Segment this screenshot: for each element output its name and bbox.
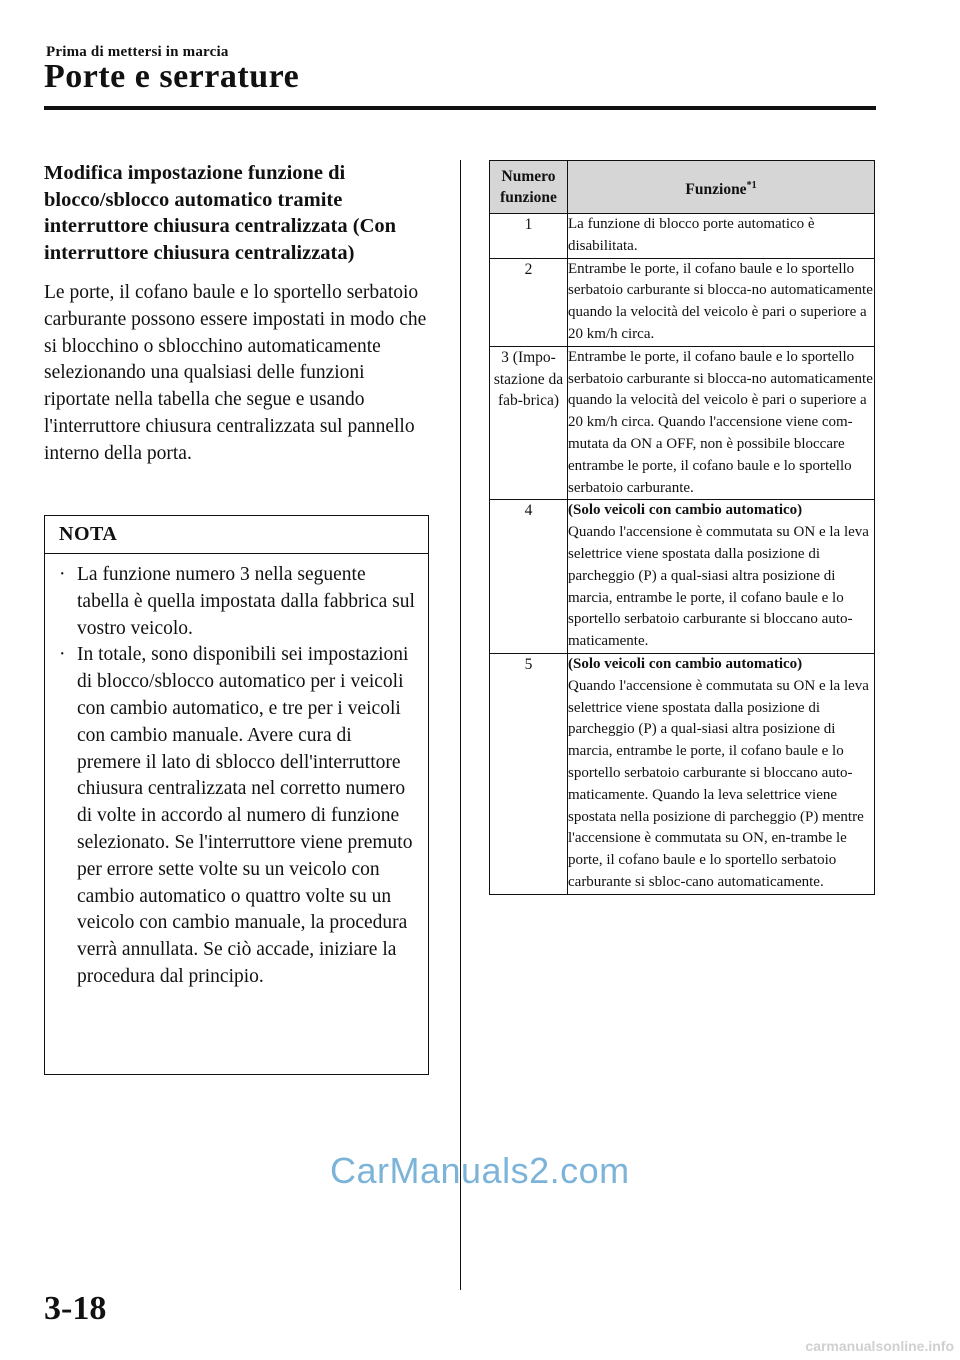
function-description bbox=[568, 258, 875, 346]
page-title: Porte e serrature bbox=[44, 58, 300, 95]
header-rule bbox=[44, 106, 876, 110]
table-row bbox=[490, 214, 875, 259]
function-text: Entrambe le porte, il cofano baule e lo sportello serbatoio carburante si blocca-no automaticamente quando la velocità del veicolo è pari o superiore a 20 km/h circa. Quando l'accensione viene com-mutata da ON a OFF, non è possibile bloccare entrambe le porte, il cofano baule e lo sportello serbatoio carburante. bbox=[568, 348, 873, 496]
function-description bbox=[568, 346, 875, 500]
note-item-text: La funzione numero 3 nella seguente tabella è quella impostata dalla fabbrica sul vostro veicolo. bbox=[77, 564, 415, 639]
function-number: 3 (Impo-stazione da fab-brica) bbox=[490, 346, 568, 500]
function-text: Entrambe le porte, il cofano baule e lo sportello serbatoio carburante si blocca-no automaticamente quando la velocità del veicolo è pari o superiore a 20 km/h circa. bbox=[568, 260, 873, 342]
function-number: 4 bbox=[490, 500, 568, 654]
table-row bbox=[490, 258, 875, 346]
note-box bbox=[44, 515, 429, 1075]
function-condition: (Solo veicoli con cambio automatico) bbox=[568, 502, 803, 519]
note-list bbox=[45, 554, 428, 991]
footnote-marker: *1 bbox=[746, 179, 757, 191]
section-heading: Modifica impostazione funzione di blocco/sblocco automatico tramite interruttore chiusura centralizzata (Con interruttore chiusura centralizzata) bbox=[44, 162, 397, 264]
watermark: CarManuals2.com bbox=[330, 1150, 630, 1191]
function-number: 2 bbox=[490, 258, 568, 346]
header-funzione bbox=[568, 161, 875, 214]
function-description bbox=[568, 214, 875, 259]
intro-paragraph: Le porte, il cofano baule e lo sportello serbatoio carburante possono essere impostati in modo che si blocchino o sblocchino automaticamente selezionando una qualsiasi delle funzioni riportate nella tabella che segue e usando l'interruttore chiusura centralizzata sul pannello interno della porta. bbox=[44, 282, 427, 464]
function-description bbox=[568, 500, 875, 654]
bullet-icon: · bbox=[59, 644, 66, 666]
function-text: Quando l'accensione è commutata su ON e la leva selettrice viene spostata dalla posizione di parcheggio (P) a qual-siasi altra posizione di marcia, entrambe le porte, il cofano baule e lo sportello serbatoio carburante si bloccano auto-maticamente. bbox=[568, 524, 869, 650]
note-title: NOTA bbox=[45, 516, 428, 554]
footer-site-watermark: carmanualsonline.info bbox=[805, 1338, 954, 1354]
header-numero-funzione: Numero funzione bbox=[490, 161, 568, 214]
function-text: La funzione di blocco porte automatico è disabilitata. bbox=[568, 216, 815, 254]
note-item-text: In totale, sono disponibili sei impostazioni di blocco/sblocco automatico per i veicoli con cambio automatico, e tre per i veicoli con cambio manuale. Avere cura di premere il lato di sblocco dell'interruttore chiusura centralizzata nel corretto numero di volte in accordo al numero di funzione selezionato. Se l'interruttore viene premuto per errore sette volte su un veicolo con cambio automatico o quattro volte su un veicolo con cambio manuale, la procedura verrà annullata. Se ciò accade, iniziare la procedura dal principio. bbox=[77, 644, 413, 987]
function-text: Quando l'accensione è commutata su ON e la leva selettrice viene spostata dalla posizione di parcheggio (P) a qual-siasi altra posizione di marcia, entrambe le porte, il cofano baule e lo sportello serbatoio carburante si bloccano auto-maticamente. Quando la leva selettrice viene spostata nella posizione di parcheggio (P) mentre l'accensione è commutata su ON, en-trambe le porte, il cofano baule e lo sportello serbatoio carburante si sbloc-cano automaticamente. bbox=[568, 677, 869, 890]
function-table bbox=[489, 160, 875, 895]
header-funzione-label: Funzione bbox=[685, 180, 747, 198]
column-divider bbox=[460, 160, 461, 1290]
function-number: 5 bbox=[490, 653, 568, 894]
page-number: 3-18 bbox=[44, 1290, 107, 1327]
note-item bbox=[45, 562, 418, 642]
function-description bbox=[568, 653, 875, 894]
bullet-icon: · bbox=[59, 564, 66, 585]
table-row bbox=[490, 500, 875, 654]
table-row bbox=[490, 346, 875, 500]
note-item bbox=[45, 642, 418, 990]
table-header-row bbox=[490, 161, 875, 214]
function-condition: (Solo veicoli con cambio automatico) bbox=[568, 655, 803, 672]
header-kicker: Prima di mettersi in marcia bbox=[46, 44, 229, 60]
table-row bbox=[490, 653, 875, 894]
function-number: 1 bbox=[490, 214, 568, 259]
